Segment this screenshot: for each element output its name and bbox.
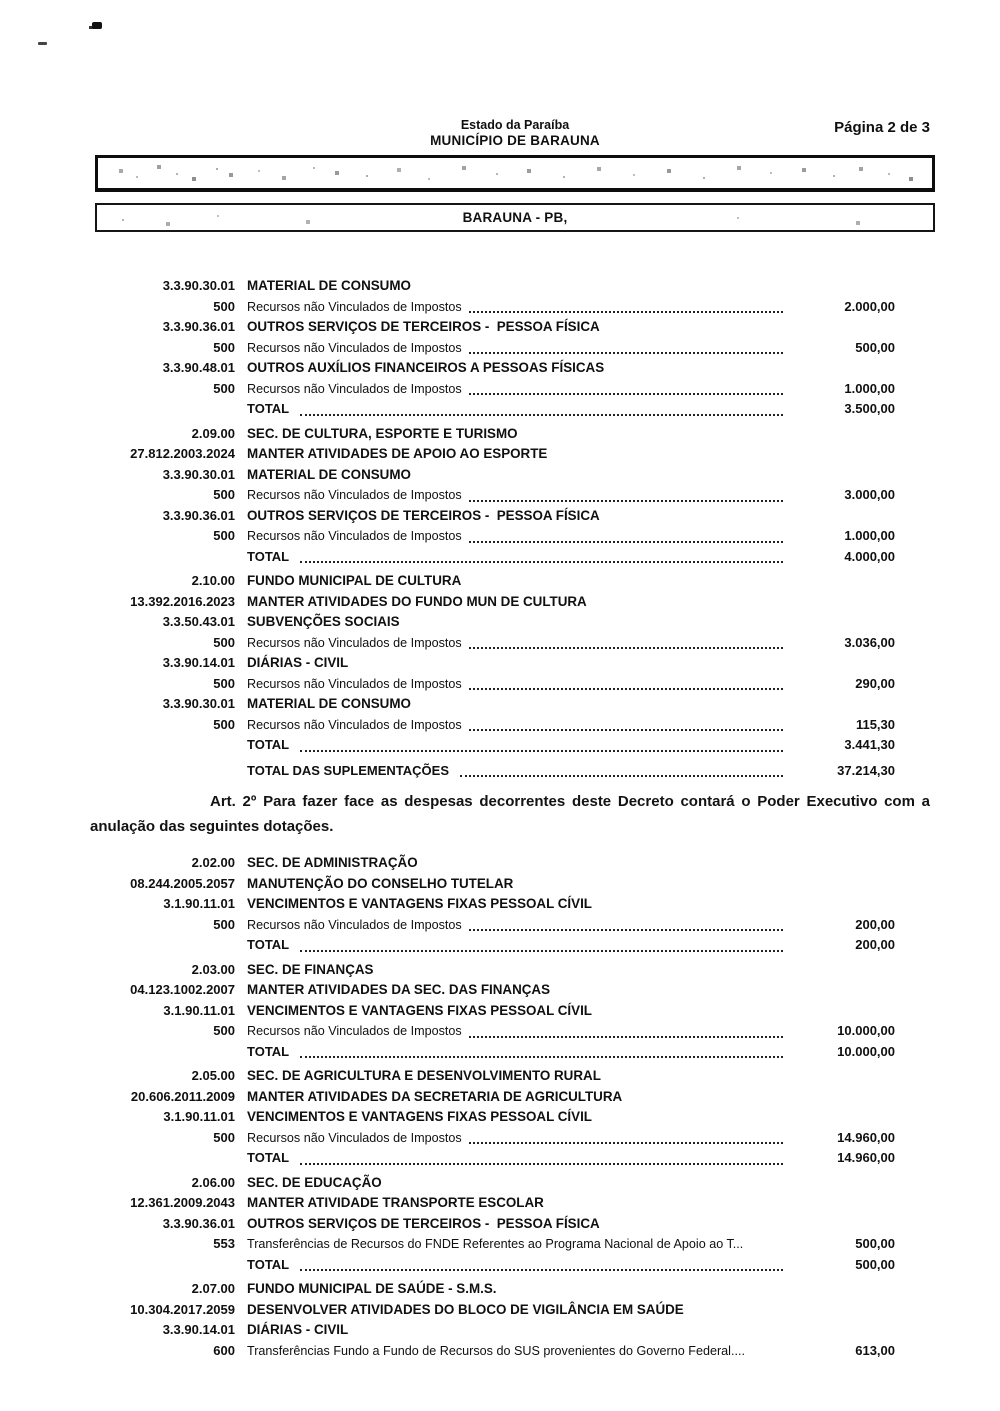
budget-block [90,276,895,420]
budget-code [90,547,235,568]
budget-code: 2.05.00 [191,1068,235,1083]
stamp-box-faded [95,155,935,192]
budget-block [90,960,895,1063]
row-spacer [411,276,895,297]
budget-code: 500 [213,487,235,502]
budget-description: Recursos não Vinculados de Impostos [247,488,462,502]
budget-description: TOTAL [247,937,293,952]
budget-description: Recursos não Vinculados de Impostos [247,340,462,355]
supplementations-section [90,276,895,781]
budget-description: SEC. DE AGRICULTURA E DESENVOLVIMENTO RURAL [247,1068,601,1083]
dotted-leader [300,1163,784,1165]
budget-description: OUTROS SERVIÇOS DE TERCEIROS - PESSOA FÍSICA [247,1215,600,1231]
resource-line [90,1128,895,1149]
budget-line-header [90,653,895,674]
row-spacer [518,424,895,445]
budget-code: 3.1.90.11.01 [163,896,235,911]
amount-value: 200,00 [855,916,895,932]
row-spacer [544,1193,895,1214]
budget-code: 20.606.2011.2009 [130,1088,235,1104]
budget-code: 27.812.2003.2024 [130,446,235,461]
budget-description: VENCIMENTOS E VANTAGENS FIXAS PESSOAL CÍVIL [247,1002,592,1018]
budget-description: VENCIMENTOS E VANTAGENS FIXAS PESSOAL CÍVIL [247,896,592,911]
total-line [90,735,895,756]
amount-value: 290,00 [855,675,895,691]
dotted-leader [469,352,783,354]
budget-description: Recursos não Vinculados de Impostos [247,529,462,543]
dotted-leader [469,1036,783,1038]
budget-line-header [90,874,895,895]
amount-value: 10.000,00 [837,1043,895,1059]
row-spacer [622,1087,895,1108]
budget-block [90,571,895,756]
row-spacer [496,1279,895,1300]
budget-description: MANTER ATIVIDADES DA SEC. DAS FINANÇAS [247,982,551,997]
dotted-leader [469,929,783,931]
annulments-section [90,853,895,1361]
budget-line-header [90,1107,895,1128]
row-spacer [348,653,895,674]
amount-value: 3.500,00 [844,401,895,416]
amount-value: 613,00 [855,1342,895,1358]
row-spacer [587,592,895,613]
budget-line-header [90,1066,895,1087]
dotted-leader [300,750,784,752]
row-spacer [411,465,895,486]
resource-line [90,633,895,654]
budget-block [90,1066,895,1169]
budget-description: MATERIAL DE CONSUMO [247,278,411,293]
total-line [90,935,895,956]
row-spacer [373,960,895,981]
budget-description: MANUTENÇÃO DO CONSELHO TUTELAR [247,875,514,891]
budget-description: MATERIAL DE CONSUMO [247,696,411,711]
page-indicator: Página 2 de 3 [834,119,930,136]
budget-code: 08.244.2005.2057 [130,875,235,891]
budget-description: TOTAL [247,401,293,416]
budget-code: 3.3.90.30.01 [162,278,235,293]
amount-value: 1.000,00 [844,380,895,396]
budget-line-header [90,424,895,445]
budget-description: Recursos não Vinculados de Impostos [247,917,462,932]
budget-code: 2.06.00 [191,1174,235,1190]
budget-code: 500 [213,1129,235,1145]
amount-value: 1.000,00 [844,528,895,543]
budget-code: 500 [213,339,235,355]
budget-description: OUTROS SERVIÇOS DE TERCEIROS - PESSOA FÍSICA [247,507,600,523]
budget-code [90,1042,235,1063]
resource-line [90,1021,895,1042]
scan-speck-icon [92,22,102,29]
total-line [90,1255,895,1276]
dotted-leader [300,1269,784,1271]
budget-line-header [90,894,895,915]
budget-description: SEC. DE EDUCAÇÃO [247,1174,382,1190]
scan-speck-icon [38,42,47,45]
budget-code: 2.03.00 [191,961,235,977]
amount-value: 500,00 [855,339,895,355]
budget-line-header [90,694,895,715]
budget-description: Recursos não Vinculados de Impostos [247,299,462,314]
row-spacer [684,1300,895,1321]
budget-line-header [90,1214,895,1235]
amount-value: 3.000,00 [844,487,895,502]
amount-value: 3.441,30 [844,737,895,752]
budget-line-header [90,317,895,338]
budget-description: MANTER ATIVIDADE TRANSPORTE ESCOLAR [247,1195,544,1210]
row-spacer [600,1214,895,1235]
budget-code: 3.3.90.36.01 [162,1215,235,1231]
dotted-leader [300,1056,784,1058]
budget-description: MATERIAL DE CONSUMO [247,466,411,482]
municipality-title: MUNICÍPIO DE BARAUNA [430,133,600,148]
budget-line-header [90,444,895,465]
budget-line-header [90,276,895,297]
budget-code: 500 [213,675,235,691]
budget-code: 500 [213,716,235,732]
budget-description: Transferências de Recursos do FNDE Referentes ao Programa Nacional de Apoio ao T... [247,1237,744,1251]
budget-description: MANTER ATIVIDADES DA SECRETARIA DE AGRICULTURA [247,1088,623,1104]
budget-description: SUBVENÇÕES SOCIAIS [247,614,400,629]
budget-code: 2.10.00 [191,573,235,588]
budget-line-header [90,1320,895,1341]
budget-line-header [90,506,895,527]
budget-code: 500 [213,916,235,932]
row-spacer [601,1066,895,1087]
budget-line-header [90,465,895,486]
total-line [90,1148,895,1169]
amount-value: 500,00 [855,1256,895,1272]
budget-description: FUNDO MUNICIPAL DE CULTURA [247,573,462,588]
resource-line [90,674,895,695]
budget-line-header [90,1300,895,1321]
budget-description: Recursos não Vinculados de Impostos [247,1130,462,1145]
budget-line-header [90,1087,895,1108]
budget-description: MANTER ATIVIDADES DE APOIO AO ESPORTE [247,446,548,461]
budget-block [90,424,895,568]
budget-line-header [90,1001,895,1022]
budget-code: 04.123.1002.2007 [130,982,235,997]
budget-description: Recursos não Vinculados de Impostos [247,1024,462,1038]
amount-value: 3.036,00 [844,634,895,650]
row-spacer [513,874,895,895]
budget-code: 3.3.90.30.01 [162,696,235,711]
row-spacer [382,1173,895,1194]
budget-description: MANTER ATIVIDADES DO FUNDO MUN DE CULTURA [247,593,587,609]
budget-listing [0,276,1000,1361]
row-spacer [592,894,895,915]
resource-line [90,379,895,400]
dotted-leader [300,414,784,416]
total-line [90,1042,895,1063]
row-spacer [604,358,895,379]
budget-description: Recursos não Vinculados de Impostos [247,381,462,396]
resource-line [90,1341,895,1362]
budget-code [90,761,235,782]
resource-line [90,915,895,936]
budget-code: 2.07.00 [191,1281,235,1296]
dotted-leader [300,561,784,563]
amount-value: 115,30 [855,716,895,732]
row-spacer [411,694,895,715]
document-header [95,0,935,148]
budget-code: 3.1.90.11.01 [163,1002,235,1018]
budget-description: OUTROS AUXÍLIOS FINANCEIROS A PESSOAS FÍSICAS [247,360,605,375]
budget-line-header [90,612,895,633]
budget-code: 2.02.00 [191,855,235,870]
budget-code [90,1255,235,1276]
budget-line-header [90,1279,895,1300]
budget-code: 500 [213,528,235,543]
budget-code: 3.3.90.14.01 [162,1322,235,1337]
budget-code: 3.1.90.11.01 [163,1109,235,1124]
budget-description: SEC. DE ADMINISTRAÇÃO [247,855,418,870]
row-spacer [418,853,895,874]
total-line [90,547,895,568]
budget-code: 500 [213,1023,235,1038]
budget-description: Recursos não Vinculados de Impostos [247,676,462,691]
budget-line-header [90,980,895,1001]
budget-code: 500 [213,298,235,314]
grand-total-line [90,761,895,782]
row-spacer [592,1107,895,1128]
resource-line [90,715,895,736]
amount-value: 10.000,00 [837,1023,895,1038]
row-spacer [400,612,895,633]
budget-description: DIÁRIAS - CIVIL [247,655,349,670]
budget-code [90,935,235,956]
budget-code: 3.3.50.43.01 [162,614,235,629]
budget-code: 10.304.2017.2059 [130,1301,235,1317]
resource-line [90,526,895,547]
budget-code: 500 [213,634,235,650]
resource-line [90,338,895,359]
amount-value: 4.000,00 [844,548,895,564]
budget-code [90,1148,235,1169]
budget-description: Recursos não Vinculados de Impostos [247,635,462,650]
budget-code [90,399,235,420]
stamp-box-city [95,203,935,232]
budget-code: 2.09.00 [191,425,235,441]
amount-value: 500,00 [855,1236,895,1251]
amount-value: 2.000,00 [844,298,895,314]
budget-line-header [90,960,895,981]
budget-line-header [90,571,895,592]
budget-description: SEC. DE FINANÇAS [247,961,374,977]
dotted-leader [469,688,783,690]
budget-block [90,1173,895,1276]
budget-description: DESENVOLVER ATIVIDADES DO BLOCO DE VIGILÂNCIA EM SAÚDE [247,1301,684,1317]
row-spacer [745,1341,785,1362]
budget-description: DIÁRIAS - CIVIL [247,1322,349,1337]
amount-value: 14.960,00 [837,1150,895,1165]
budget-code: 3.3.90.14.01 [162,655,235,670]
budget-line-header [90,1193,895,1214]
article-2-paragraph: Art. 2º Para fazer face as despesas decorrentes deste Decreto contará o Poder Executivo com a anulação das seguintes dotações. [90,793,930,835]
budget-block [90,1279,895,1361]
budget-code: 12.361.2009.2043 [130,1195,235,1210]
budget-code [90,735,235,756]
dotted-leader [469,647,783,649]
row-spacer [550,980,895,1001]
resource-line [90,1234,895,1255]
dotted-leader [469,311,783,313]
budget-code: 553 [213,1236,235,1251]
budget-line-header [90,592,895,613]
budget-description: FUNDO MUNICIPAL DE SAÚDE - S.M.S. [247,1281,497,1296]
dotted-leader [469,1142,783,1144]
dotted-leader [469,500,783,502]
row-spacer [348,1320,895,1341]
row-spacer [461,571,895,592]
budget-block [90,853,895,956]
budget-description: TOTAL [247,1043,293,1059]
total-line [90,399,895,420]
budget-code: 600 [213,1342,235,1358]
city-label: BARAUNA - PB, [462,210,568,225]
budget-code: 3.3.90.36.01 [162,319,235,334]
row-spacer [600,506,895,527]
budget-description: TOTAL [247,1150,293,1165]
row-spacer [600,317,895,338]
amount-value: 14.960,00 [837,1129,895,1145]
budget-code: 13.392.2016.2023 [130,593,235,609]
budget-code: 500 [213,380,235,396]
budget-line-header [90,358,895,379]
dotted-leader [469,729,783,731]
budget-description: SEC. DE CULTURA, ESPORTE E TURISMO [247,425,518,441]
row-spacer [547,444,895,465]
resource-line [90,485,895,506]
row-spacer [592,1001,895,1022]
budget-description: VENCIMENTOS E VANTAGENS FIXAS PESSOAL CÍVIL [247,1109,592,1124]
dotted-leader [469,541,783,543]
amount-value: 37.214,30 [837,762,895,778]
budget-description: TOTAL [247,548,293,564]
dotted-leader [300,950,784,952]
budget-line-header [90,853,895,874]
budget-description: TOTAL [247,1256,293,1272]
row-spacer [743,1234,785,1255]
dotted-leader [460,775,783,777]
budget-code: 3.3.90.30.01 [162,466,235,482]
budget-description: OUTROS SERVIÇOS DE TERCEIROS - PESSOA FÍSICA [247,319,600,334]
budget-line-header [90,1173,895,1194]
budget-code: 3.3.90.48.01 [162,360,235,375]
budget-description: Recursos não Vinculados de Impostos [247,717,462,732]
dotted-leader [469,393,783,395]
budget-description: TOTAL DAS SUPLEMENTAÇÕES [247,762,453,778]
amount-value: 200,00 [855,937,895,952]
budget-description: Transferências Fundo a Fundo de Recursos do SUS provenientes do Governo Federal.... [247,1343,745,1358]
state-title: Estado da Paraíba [460,118,570,132]
resource-line [90,297,895,318]
budget-code: 3.3.90.36.01 [162,507,235,523]
budget-description: TOTAL [247,737,293,752]
